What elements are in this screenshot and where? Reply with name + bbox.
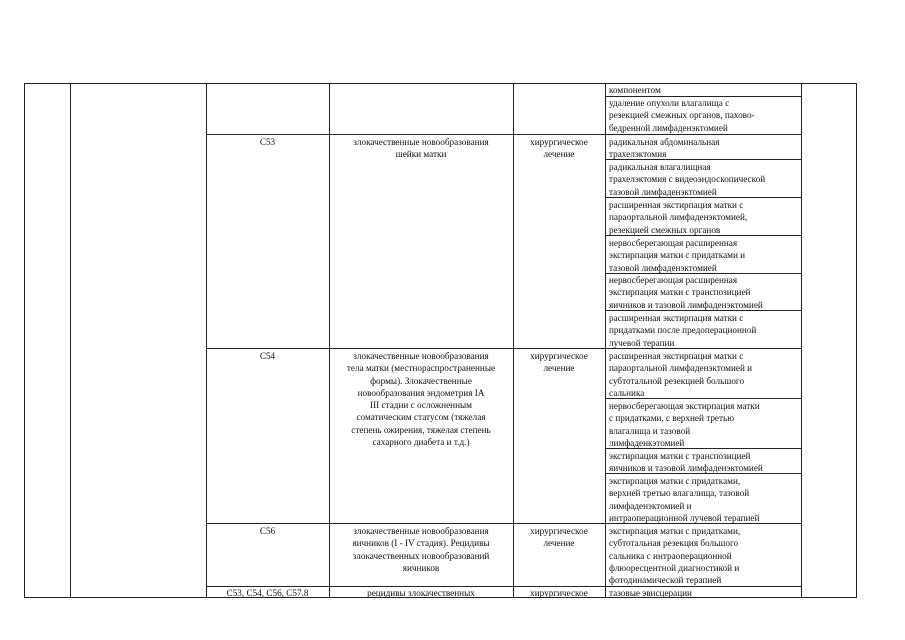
column-rule (801, 84, 802, 597)
row-separator (206, 134, 801, 135)
method-text: экстирпация матки с придатками, верхней третью влагалища, тазовой лимфаденэктомией и интраоперационной лучевой терапией (609, 476, 760, 523)
method-text: радикальная абдоминальная трахелэктомия (609, 137, 720, 160)
method-text: удаление опухоли влагалища с резекцией смежных органов, пахово- бедренной лимфаденэктомией (609, 98, 755, 133)
diagnosis-text: рецидивы злокачественных (367, 588, 475, 598)
method-text: экстирпация матки с транспозицией яичников и тазовой лимфаденэктомией (609, 451, 763, 474)
diagnosis-text: злокачественные новообразования шейки матки (353, 137, 489, 160)
column-rule (70, 84, 71, 597)
treatment-type: хирургическое лечение (530, 137, 588, 160)
icd-code: C53, C54, C56, C57.8 (226, 588, 309, 598)
icd-code: C56 (259, 526, 276, 536)
column-rule (605, 84, 606, 597)
icd-code: C54 (259, 351, 276, 361)
icd-code: C53 (259, 137, 276, 147)
document-table (24, 83, 857, 598)
method-text: экстирпация матки с придатками, субтотальная резекция большого сальника с интраоперационной флюоресцентной диагностикой и фотодинамической терапией (609, 526, 741, 586)
diagnosis-text: злокачественные новообразования яичников (I - IV стадия). Рецидивы злокачественных новообразований яичников (352, 526, 490, 573)
treatment-type: хирургическое (530, 588, 588, 598)
method-text: расширенная экстирпация матки с параортальной лимфаденэктомией, резекцией смежных органов (609, 200, 748, 235)
method-text: тазовые эвисцерации (609, 588, 692, 598)
column-rule (329, 84, 330, 597)
method-text: нервосберегающая расширенная экстирпация матки с придатками и тазовой лимфаденэктомией (609, 238, 746, 273)
method-text: радикальная влагалищная трахелэктомия с видеоэндоскопической тазовой лимфаденэктомией (609, 162, 766, 197)
treatment-type: хирургическое лечение (530, 351, 588, 374)
column-rule (206, 84, 207, 597)
diagnosis-text: злокачественные новообразования тела матки (местнораспространенные формы). Злокачественные новообразования эндометрия IA III стадии с осложненным соматическим статусом (тяжелая степень ожирения, тяжелая степень сахарного диабета и т.д.) (346, 351, 496, 448)
column-rule (513, 84, 514, 597)
treatment-type: хирургическое лечение (530, 526, 588, 549)
method-text: компонентом (609, 85, 661, 95)
method-text: нервосберегающая экстирпация матки с придатками, с верхней третью влагалища и тазовой лимфаденкэтомией (609, 401, 760, 448)
method-text: нервосберегающая расширенная экстирпация матки с транспозицией яичников и тазовой лимфаденэктомией (609, 275, 763, 310)
method-text: расширенная экстирпация матки с придатками после предоперационной лучевой терапии (609, 313, 757, 348)
method-text: расширенная экстирпация матки с параортальной лимфаденэктомией и субтотальной резекцией большого сальника (609, 351, 753, 398)
